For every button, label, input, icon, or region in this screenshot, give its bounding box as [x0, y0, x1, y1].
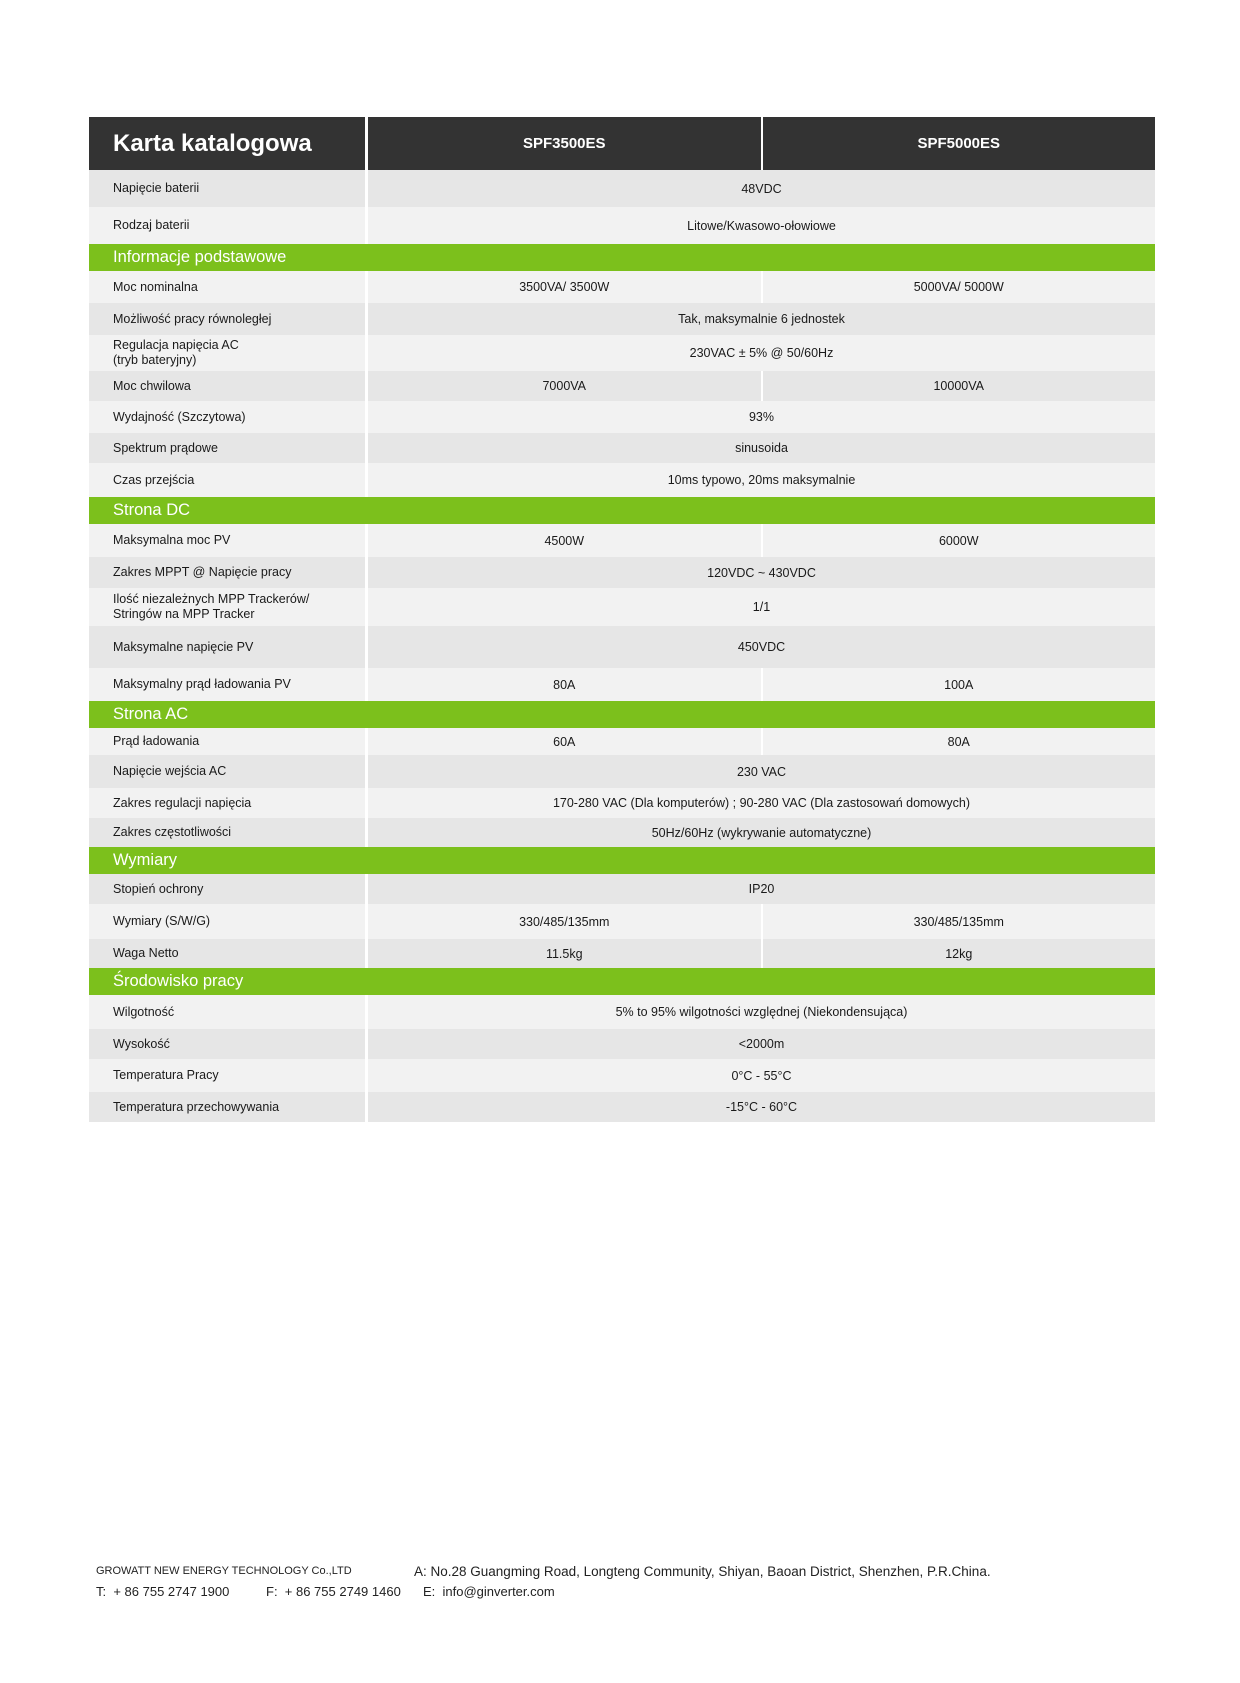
- row-value: Litowe/Kwasowo-ołowiowe: [687, 218, 836, 233]
- row-label: Spektrum prądowe: [113, 440, 218, 455]
- table-row: [89, 626, 1155, 668]
- row-value: 80A: [761, 728, 1156, 755]
- table-row: [89, 1029, 1155, 1059]
- section-header: Informacje podstawowe: [89, 244, 1155, 271]
- row-label: Napięcie wejścia AC: [113, 764, 227, 778]
- row-label: Zakres częstotliwości: [113, 825, 232, 839]
- row-label: Regulacja napięcia AC (tryb bateryjny): [113, 338, 239, 367]
- table-row: [89, 904, 1155, 939]
- row-label: Czas przejścia: [113, 472, 195, 487]
- table-row: [89, 524, 1155, 557]
- row-value: 450VDC: [737, 640, 786, 654]
- table-row: [89, 995, 1155, 1029]
- table-row: [89, 728, 1155, 755]
- row-label: Możliwość pracy równoległej: [113, 311, 272, 326]
- phone-number: T: + 86 755 2747 1900: [96, 1583, 230, 1599]
- row-value: 330/485/135mm: [761, 904, 1156, 939]
- table-row: [89, 668, 1155, 701]
- section-header: Strona AC: [89, 701, 1155, 728]
- table-row: [89, 433, 1155, 463]
- table-row: [89, 557, 1155, 588]
- table-row: [89, 271, 1155, 303]
- table-row: [89, 170, 1155, 207]
- row-value: 6000W: [761, 524, 1156, 557]
- row-value: 12kg: [761, 939, 1156, 968]
- row-value: 330/485/135mm: [519, 914, 610, 929]
- row-label: Wysokość: [113, 1036, 170, 1051]
- row-value: 10000VA: [761, 371, 1156, 401]
- row-label: Rodzaj baterii: [113, 218, 190, 232]
- company-address: A: No.28 Guangming Road, Longteng Community, Shiyan, Baoan District, Shenzhen, P.R.China.: [414, 1563, 991, 1579]
- table-row: [89, 874, 1155, 904]
- row-value: 170-280 VAC (Dla komputerów) ; 90-280 VAC (Dla zastosowań domowych): [552, 796, 971, 810]
- row-value: 1/1: [752, 600, 771, 614]
- row-value: 120VDC ~ 430VDC: [707, 565, 816, 580]
- page-title: Karta katalogowa: [113, 129, 312, 157]
- row-label: Maksymalna moc PV: [113, 533, 231, 547]
- row-label: Zakres regulacji napięcia: [113, 795, 252, 810]
- row-label: Wymiary (S/W/G): [113, 914, 211, 928]
- model-column-header: SPF5000ES: [761, 117, 1156, 170]
- row-label: Moc chwilowa: [113, 378, 191, 393]
- row-label: Ilość niezależnych MPP Trackerów/ Stringów na MPP Tracker: [113, 592, 310, 621]
- table-row: [89, 335, 1155, 371]
- table-row: [89, 818, 1155, 847]
- email-address[interactable]: E: info@ginverter.com: [423, 1583, 555, 1599]
- row-value: 4500W: [544, 533, 585, 548]
- row-label: Moc nominalna: [113, 279, 198, 294]
- row-label: Temperatura przechowywania: [113, 1099, 280, 1114]
- section-header: Środowisko pracy: [89, 968, 1155, 995]
- row-value: 7000VA: [542, 379, 587, 393]
- row-label: Napięcie baterii: [113, 181, 200, 195]
- row-value: 10ms typowo, 20ms maksymalnie: [667, 473, 856, 487]
- table-row: [89, 371, 1155, 401]
- table-row: [89, 303, 1155, 335]
- row-value: 230 VAC: [736, 764, 787, 779]
- row-label: Waga Netto: [113, 946, 179, 960]
- model-column-header: SPF3500ES: [365, 117, 761, 170]
- row-value: sinusoida: [735, 441, 788, 455]
- row-value: 11.5kg: [545, 946, 583, 961]
- table-row: [89, 401, 1155, 433]
- row-label: Zakres MPPT @ Napięcie pracy: [113, 565, 292, 579]
- row-value: 5% to 95% wilgotności względnej (Niekondensująca): [615, 1005, 908, 1019]
- footer: [96, 1562, 1196, 1600]
- row-label: Prąd ładowania: [113, 734, 200, 748]
- row-value: <2000m: [738, 1037, 785, 1051]
- company-name: GROWATT NEW ENERGY TECHNOLOGY Co.,LTD: [96, 1565, 352, 1577]
- row-label: Stopień ochrony: [113, 881, 204, 896]
- row-label: Temperatura Pracy: [113, 1068, 219, 1082]
- row-label: Maksymalny prąd ładowania PV: [113, 677, 291, 691]
- row-value: 3500VA/ 3500W: [519, 280, 610, 294]
- table-row: [89, 463, 1155, 497]
- row-value: 48VDC: [741, 181, 782, 196]
- row-value: Tak, maksymalnie 6 jednostek: [678, 312, 845, 326]
- section-header: Wymiary: [89, 847, 1155, 874]
- row-value: 50Hz/60Hz (wykrywanie automatyczne): [651, 825, 872, 840]
- fax-number: F: + 86 755 2749 1460: [266, 1583, 401, 1599]
- table-row: [89, 755, 1155, 788]
- row-value: 80A: [553, 677, 576, 692]
- row-value: IP20: [748, 882, 775, 896]
- table-row: [89, 788, 1155, 818]
- table-row: [89, 207, 1155, 244]
- datasheet-table: [89, 117, 1155, 1122]
- section-header: Strona DC: [89, 497, 1155, 524]
- row-value: -15°C - 60°C: [725, 1100, 798, 1114]
- table-row: [89, 939, 1155, 968]
- row-label: Wydajność (Szczytowa): [113, 409, 246, 424]
- row-value: 230VAC ± 5% @ 50/60Hz: [689, 346, 834, 360]
- row-value: 5000VA/ 5000W: [761, 271, 1156, 303]
- table-row: [89, 588, 1155, 626]
- table-row: [89, 1059, 1155, 1092]
- row-label: Wilgotność: [113, 1004, 175, 1019]
- table-header: [89, 117, 1155, 170]
- row-value: 0°C - 55°C: [731, 1068, 792, 1083]
- row-value: 60A: [553, 734, 576, 749]
- row-label: Maksymalne napięcie PV: [113, 639, 254, 654]
- table-row: [89, 1092, 1155, 1122]
- row-value: 93%: [748, 410, 775, 424]
- row-value: 100A: [761, 668, 1156, 701]
